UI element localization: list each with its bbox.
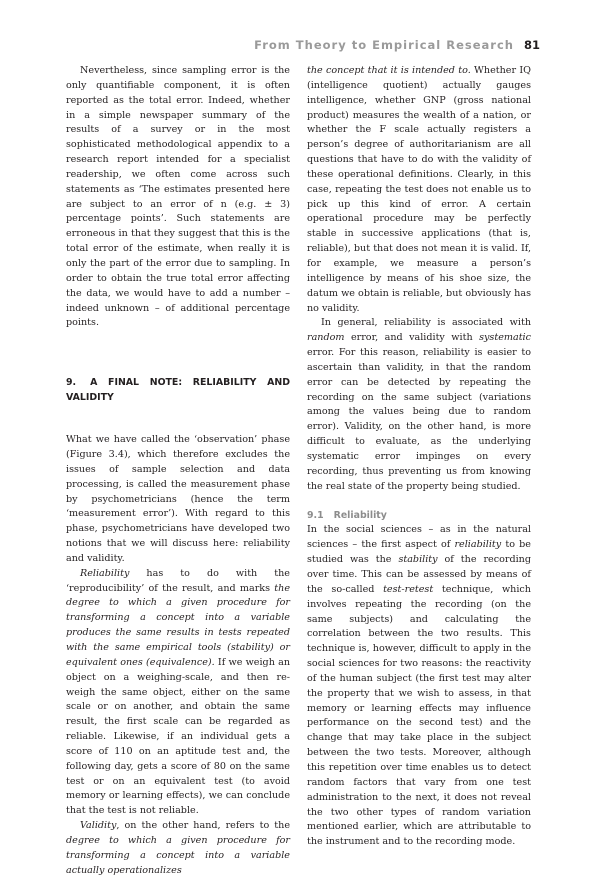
paragraph-validity-continued: the concept that it is intended to. Whether IQ (intelligence quotient) actually gauges intelligence, whether GNP (gross national product) measures the wealth of a nation, or whether the F scale actually registers a person’s degree of authoritarianism are all questions that have to do with the validity of these operational definitions. Clearly, in this case, repeating the test does not enable us to pick up this kind of error. A certain operational procedure may be perfectly stable in successive applications (that is, reliable), but that does not mean it is valid. If, for example, we measure a person’s intelligence by means of his shoe size, the datum we obtain is reliable, but obviously has no validity.: [307, 65, 531, 314]
section-heading: [66, 375, 290, 405]
page-number: 81: [523, 38, 540, 52]
section-number: 9.: [66, 377, 77, 389]
validity-definition-italic: degree to which a given procedure for transforming a concept into a variable actually operationalizes: [66, 834, 290, 876]
spacer: [66, 405, 290, 433]
reliability-definition-italic: the degree to which a given procedure for transforming a concept into a variable produces the same results in tests repeated with the same empirical tools (stability) or equivalent ones (equivalence).: [66, 582, 290, 668]
left-column: [66, 64, 290, 879]
paragraph-observation-phase: What we have called the ‘observation’ phase (Figure 3.4), which therefore excludes the issues of sample selection and data processing, is called the measurement phase by psychometricians (hence the term ‘measurement error’). With regard to this phase, psychometricians have developed two notions that we will discuss here: reliability and validity.: [66, 434, 290, 564]
section-title: A FINAL NOTE: RELIABILITY AND VALIDITY: [66, 377, 290, 404]
paragraph-validity-definition: Validity, on the other hand, refers to the degree to which a given procedure for transforming a concept into a variable actually operationalizes: [66, 820, 290, 876]
running-title: From Theory to Empirical Research: [254, 38, 514, 52]
term-reliability: Reliability: [80, 567, 130, 579]
subsection-title: Reliability: [333, 510, 387, 522]
paragraph-test-retest: In the social sciences – as in the natural sciences – the first aspect of reliability to be studied was the stability of the recording over time. This can be assessed by means of the so-called test-retest technique, which involves repeating the recording (on the same subjects) and calculating the correlation between the two results. This technique is, however, difficult to apply in the social sciences for two reasons: the reactivity of the human subject (the first test may alter the property that we wish to assess, in that memory or learning effects may influence performance on the second test) and the change that may take place in the subject between the two tests. Moreover, although this repetition over time enables us to detect random factors that vary from one test administration to the next, it does not reveal the two other types of random variation mentioned earlier, which are attributable to the instrument and to the recording mode.: [307, 524, 532, 848]
term-validity: Validity: [80, 820, 117, 832]
subsection-heading: [307, 508, 531, 523]
paragraph-sampling-error: Nevertheless, since sampling error is the only quantifiable component, it is often reported as the total error. Indeed, whether in a simple newspaper summary of the results of a survey or in the most sophisticated methodological appendix to a research report intended for a specialist readership, we often come across such statements as ‘The estimates presented here are subject to an error of n (e.g. ± 3) percentage points’. Such statements are erroneous in that they suggest that this is the total error of the estimate, when really it is only the part of the error due to sampling. In order to obtain the true total error affecting the data, we would have to add a number – indeed unknown – of additional percentage points.: [66, 65, 290, 329]
spacer: [66, 331, 290, 375]
paragraph-random-systematic-error: In general, reliability is associated with random error, and validity with systematic error. For this reason, reliability is easier to ascertain than validity, in that the random error can be detected by repeating the recording on the same subject (variations among the values being due to random error). Validity, on the other hand, is more difficult to evaluate, as the underlying systematic error impinges on every recording, thus preventing us from knowing the real state of the property being studied.: [307, 317, 531, 492]
subsection-number: 9.1: [307, 510, 324, 522]
paragraph-reliability-definition: Reliability has to do with the ‘reproducibility’ of the result, and marks the degree to which a given procedure for transforming a concept into a variable produces the same results in tests repeated with the same empirical tools (stability) or equivalent ones (equivalence). If we weigh an object on a weighing-scale, and then re-weigh the same object, either on the same scale or on another, and obtain the same result, the first scale can be regarded as reliable. Likewise, if an individual gets a score of 110 on an aptitude test and, the following day, gets a score of 80 on the same test or on an equivalent test (to avoid memory or learning effects), we can conclude that the test is not reliable.: [66, 567, 290, 817]
running-header: [254, 38, 540, 54]
right-column: [307, 64, 531, 850]
